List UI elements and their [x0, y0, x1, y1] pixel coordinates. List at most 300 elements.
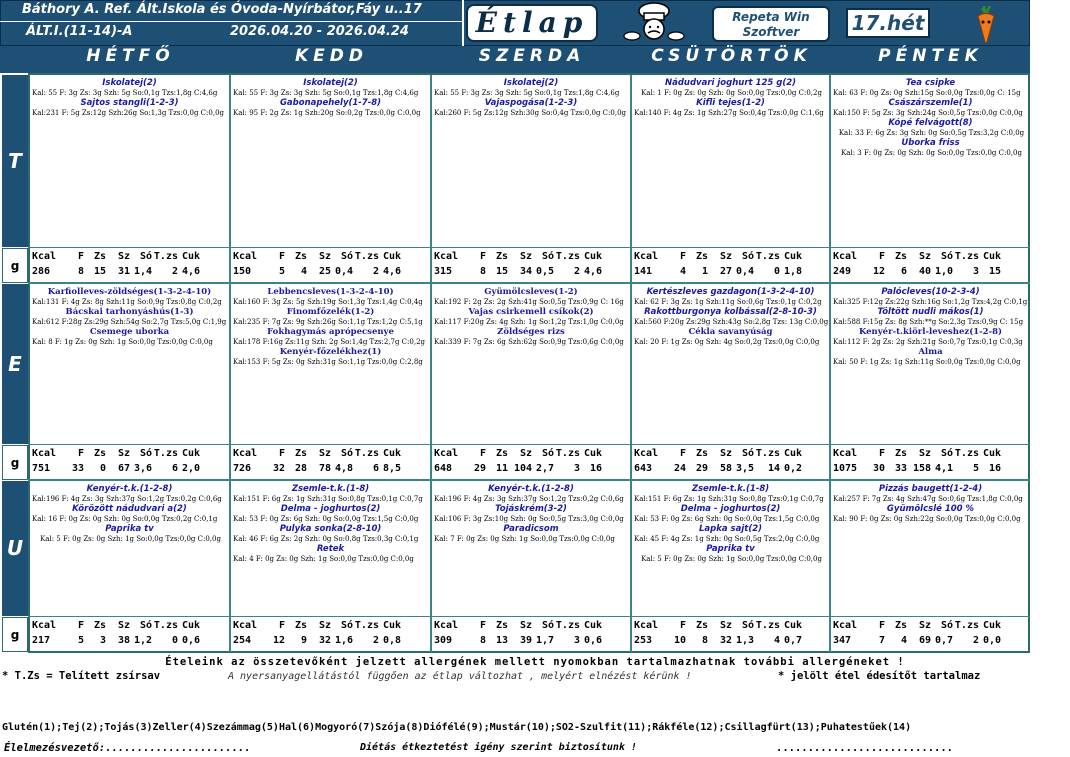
summary-header-label: Cuk: [382, 620, 401, 631]
nutrition-info: Kal: 55 F: 3g Zs: 3g Szh: 5g So:0,1g Tzs:1,8g C:4,6g: [32, 89, 218, 97]
summary-header-label: F: [77, 448, 84, 459]
nutrition-info: Kal:153 F: 5g Zs: 0g Szh:31g So:1,1g Tzs:0,0g C:2,8g: [233, 358, 423, 366]
nutrition-info: Kal: 33 F: 6g Zs: 3g Szh: 0g So:0,5g Tzs:3,2g C:0,0g: [838, 129, 1025, 137]
summary-value: 5: [278, 266, 285, 277]
summary-value: 253: [634, 635, 653, 646]
allergen-list: Glutén(1);Tej(2);Tojás(3)Zeller(4)Szezámmag(5)Hal(6)Mogyoró(7)Szója(8)Diófélé(9);Mustár(10);SO2-Szulfit(11);Rákféle(12);Csillagfürt(13);Puhatestűek(14): [2, 722, 912, 733]
summary-header-label: Zs: [495, 448, 508, 459]
day-header-1: KEDD: [294, 46, 368, 66]
menu-cell: [632, 481, 831, 616]
summary-value: 4,1: [934, 463, 953, 474]
summary-header: [632, 448, 829, 459]
dish-name: Vajaspogása(1-2-3): [484, 98, 578, 108]
summary-value: 648: [434, 463, 453, 474]
saturated-fat-note: * T.Zs = Telített zsírsav: [2, 670, 161, 682]
summary-header-label: Cuk: [783, 620, 802, 631]
dish-name: Császárszemle(1): [888, 98, 973, 108]
nutrition-summary: [831, 248, 1030, 283]
summary-value: 6: [372, 463, 379, 474]
summary-value: 3: [573, 635, 580, 646]
nutrition-info: Kal:260 F: 5g Zs:12g Szh:30g So:0,4g Tzs:0,0g C:0,0g: [434, 109, 627, 117]
summary-values: [831, 463, 1030, 474]
summary-value: 78: [318, 463, 331, 474]
summary-value: 1: [701, 266, 708, 277]
grams-unit-2: g: [2, 617, 28, 652]
summary-values: [30, 463, 229, 474]
nutrition-info: Kal:192 F: 2g Zs: 2g Szh:41g So:0,5g Tzs:0,9g C: 16g: [434, 298, 624, 306]
nutrition-summary: [231, 617, 432, 652]
summary-values: [432, 635, 630, 646]
dish-name: Lapka sajt(2): [698, 524, 763, 534]
summary-header-label: Kcal: [32, 448, 57, 459]
summary-header: [30, 620, 229, 631]
summary-header-label: Cuk: [982, 448, 1001, 459]
summary-header-label: Sz: [519, 251, 532, 262]
summary-value: 0,6: [181, 635, 200, 646]
summary-header-label: Sz: [918, 251, 931, 262]
summary-header-label: Zs: [93, 448, 106, 459]
menu-cell: [632, 75, 831, 247]
summary-header-label: Só: [940, 620, 953, 631]
summary-header-label: Só: [741, 620, 754, 631]
menu-cell: [231, 284, 432, 444]
nutrition-summary: [831, 445, 1030, 480]
nutrition-info: Kal:178 F:16g Zs:11g Szh: 2g So:1,4g Tzs:2,7g C:0,2g: [233, 338, 426, 346]
summary-value: 40: [918, 266, 931, 277]
nutrition-info: Kal: 8 F: 1g Zs: 0g Szh: 1g So:0,0g Tzs:0,0g C:0,0g: [32, 338, 213, 346]
summary-value: 150: [233, 266, 252, 277]
summary-header-label: F: [878, 448, 885, 459]
dish-name: Delma - joghurtos(2): [680, 504, 781, 514]
summary-value: 4,8: [334, 463, 353, 474]
summary-header-label: T.zs: [755, 448, 780, 459]
summary-value: 2: [573, 266, 580, 277]
summary-header-label: Zs: [495, 620, 508, 631]
dish-name: Zsemle-t.k.(1-8): [691, 484, 770, 494]
summary-header-label: T.zs: [354, 251, 379, 262]
dish-name: Uborka friss: [901, 138, 960, 148]
summary-value: 0,8: [382, 635, 401, 646]
menu-cell: [831, 75, 1030, 247]
dish-name: Retek: [316, 544, 345, 554]
summary-header-label: Sz: [318, 448, 331, 459]
date-range: 2026.04.20 - 2026.04.24: [230, 24, 409, 39]
summary-value: 3: [573, 463, 580, 474]
dish-name: Alma: [918, 347, 943, 357]
summary-value: 3: [972, 266, 979, 277]
summary-value: 249: [833, 266, 852, 277]
menu-cell: [432, 481, 632, 616]
summary-header-label: Zs: [294, 448, 307, 459]
dish-name: Karfiolleves-zöldséges(1-3-2-4-10): [47, 287, 212, 297]
summary-header-label: Kcal: [434, 251, 459, 262]
summary-header-label: Cuk: [783, 251, 802, 262]
summary-header-label: Kcal: [434, 620, 459, 631]
summary-value: 1,2: [133, 635, 152, 646]
menu-cell: [30, 75, 231, 247]
summary-header-label: Sz: [519, 620, 532, 631]
summary-value: 32: [318, 635, 331, 646]
summary-value: 3: [99, 635, 106, 646]
summary-header-label: T.zs: [555, 251, 580, 262]
summary-header-label: Só: [541, 448, 554, 459]
summary-value: 15: [988, 266, 1001, 277]
summary-value: 0,4: [735, 266, 754, 277]
summary-value: 6: [171, 463, 178, 474]
summary-value: 0,2: [783, 463, 802, 474]
summary-value: 3,5: [735, 463, 754, 474]
dish-name: Pulyka sonka(2-8-10): [279, 524, 382, 534]
summary-values: [231, 266, 430, 277]
summary-value: 0,7: [783, 635, 802, 646]
carrot-icon: [970, 2, 1002, 44]
menu-title: Étlap: [466, 4, 598, 42]
summary-value: 11: [495, 463, 508, 474]
dish-name: Paradicsom: [503, 524, 559, 534]
summary-value: 8: [479, 266, 486, 277]
summary-header-label: Só: [139, 251, 152, 262]
day-header-2: SZERDA: [478, 46, 586, 66]
summary-value: 643: [634, 463, 653, 474]
menu-cell: [432, 75, 632, 247]
summary-value: 9: [300, 635, 307, 646]
summary-header-label: Só: [940, 448, 953, 459]
summary-value: 32: [719, 635, 732, 646]
summary-header-label: Kcal: [233, 251, 258, 262]
class-label: ÁLT.I.(11-14)-A: [26, 24, 133, 39]
summary-header-label: Só: [340, 448, 353, 459]
summary-header-label: T.zs: [755, 620, 780, 631]
summary-header-label: Sz: [318, 620, 331, 631]
menu-cell: [231, 481, 432, 616]
summary-header: [30, 448, 229, 459]
nutrition-summary: [632, 248, 831, 283]
summary-value: 31: [117, 266, 130, 277]
summary-header-label: Só: [741, 448, 754, 459]
summary-header: [432, 620, 630, 631]
summary-header-label: Zs: [93, 251, 106, 262]
brand-box: [712, 6, 830, 42]
summary-header-label: Zs: [894, 251, 907, 262]
dish-name: Zsemle-t.k.(1-8): [291, 484, 370, 494]
summary-header-label: T.zs: [555, 448, 580, 459]
summary-header-label: Kcal: [634, 448, 659, 459]
nutrition-info: Kal: 53 F: 0g Zs: 6g Szh: 0g So:0,0g Tzs:1,5g C:0,0g: [634, 515, 820, 523]
dish-name: Kenyér-t.k.(1-2-8): [488, 484, 574, 494]
summary-value: 0,0: [982, 635, 1001, 646]
summary-value: 25: [318, 266, 331, 277]
nutrition-info: Kal: 4 F: 0g Zs: 0g Szh: 1g So:0,0g Tzs:0,0g C:0,0g: [233, 555, 414, 563]
summary-header-label: Cuk: [583, 620, 602, 631]
dish-name: Kópé felvágott(8): [888, 118, 973, 128]
summary-header-label: Sz: [117, 251, 130, 262]
nutrition-info: Kal:588 F:15g Zs: 8g Szh:**g So:2,3g Tzs:0,9g C: 15g: [833, 318, 1024, 326]
nutrition-info: Kal:257 F: 7g Zs: 4g Szh:47g So:0,6g Tzs:1,8g C:0,0g: [833, 495, 1023, 503]
nutrition-summary: [632, 617, 831, 652]
nutrition-info: Kal:196 F: 4g Zs: 3g Szh:37g So:1,2g Tzs:0,2g C:0,6g: [32, 495, 222, 503]
nutrition-summary: [432, 617, 632, 652]
summary-value: 29: [695, 463, 708, 474]
summary-value: 2: [972, 635, 979, 646]
nutrition-info: Kal:151 F: 6g Zs: 1g Szh:31g So:0,8g Tzs:0,1g C:0,7g: [634, 495, 824, 503]
summary-header-label: T.zs: [555, 620, 580, 631]
summary-header-label: Zs: [495, 251, 508, 262]
summary-value: 12: [272, 635, 285, 646]
nutrition-summary: [30, 445, 231, 480]
nutrition-info: Kal:131 F: 4g Zs: 8g Szh:11g So:0,9g Tzs:0,8g C:0,2g: [32, 298, 222, 306]
dish-name: Paprika tv: [706, 544, 755, 554]
summary-value: 34: [519, 266, 532, 277]
dish-name: Pizzás baugett(1-2-4): [878, 484, 983, 494]
summary-header-label: F: [77, 251, 84, 262]
summary-header-label: F: [278, 448, 285, 459]
nutrition-info: Kal: 46 F: 6g Zs: 2g Szh: 0g So:0,8g Tzs:0,3g C:0,1g: [233, 535, 419, 543]
summary-value: 2: [372, 266, 379, 277]
summary-header-label: Só: [541, 251, 554, 262]
summary-value: 0,7: [934, 635, 953, 646]
menu-cell: [632, 284, 831, 444]
summary-header-label: Kcal: [833, 620, 858, 631]
summary-value: 4: [679, 266, 686, 277]
summary-header-label: Kcal: [233, 448, 258, 459]
allergen-note: Ételeink az összetevőként jelzett allergének mellett nyomokban tartalmazhatnak további allergéneket !: [165, 656, 905, 668]
summary-header-label: F: [479, 448, 486, 459]
nutrition-info: Kal: 63 F: 0g Zs: 0g Szh:15g So:0,0g Tzs:0,0g C: 15g: [833, 89, 1021, 97]
summary-value: 30: [872, 463, 885, 474]
dish-name: Vajas csirkemell csíkok(2): [468, 307, 594, 317]
summary-header-label: Só: [340, 251, 353, 262]
summary-header: [231, 251, 430, 262]
summary-values: [231, 635, 430, 646]
summary-value: 12: [872, 266, 885, 277]
day-header-3: CSÜTÖRTÖK: [651, 46, 812, 66]
summary-value: 1,6: [334, 635, 353, 646]
dish-name: Iskolatej(2): [303, 78, 358, 88]
nutrition-info: Kal: 16 F: 0g Zs: 0g Szh: 0g So:0,0g Tzs:0,2g C:0,1g: [32, 515, 218, 523]
summary-header: [831, 448, 1030, 459]
summary-header-label: F: [479, 620, 486, 631]
dish-name: Palócleves(10-2-3-4): [881, 287, 980, 297]
summary-value: 0: [99, 463, 106, 474]
summary-header-label: T.zs: [153, 620, 178, 631]
summary-value: 2,7: [535, 463, 554, 474]
summary-value: 0: [773, 266, 780, 277]
dish-name: Kertészleves gazdagon(1-3-2-4-10): [646, 287, 815, 297]
nutrition-summary: [231, 445, 432, 480]
brand-subtitle: Szoftver: [742, 25, 800, 39]
dish-name: Paprika tv: [105, 524, 154, 534]
summary-header-label: Sz: [318, 251, 331, 262]
summary-header-label: Cuk: [181, 620, 200, 631]
summary-header-label: Kcal: [32, 620, 57, 631]
summary-header-label: Sz: [918, 620, 931, 631]
summary-value: 4,6: [583, 266, 602, 277]
dish-name: Sajtos stangli(1-2-3): [80, 98, 179, 108]
summary-values: [432, 266, 630, 277]
dish-name: Kifli tejes(1-2): [696, 98, 765, 108]
summary-value: 1075: [833, 463, 858, 474]
dish-name: Iskolatej(2): [102, 78, 157, 88]
summary-value: 13: [495, 635, 508, 646]
dish-name: Delma - joghurtos(2): [280, 504, 381, 514]
summary-header-label: Sz: [117, 448, 130, 459]
summary-value: 217: [32, 635, 51, 646]
dish-name: Finomfőzelék(1-2): [286, 307, 375, 317]
nutrition-info: Kal: 1 F: 0g Zs: 0g Szh: 0g So:0,0g Tzs:0,0g C:0,2g: [641, 89, 822, 97]
summary-header-label: Cuk: [982, 251, 1001, 262]
summary-value: 33: [71, 463, 84, 474]
header-divider: [0, 21, 462, 22]
nutrition-info: Kal: 5 F: 0g Zs: 0g Szh: 1g So:0,0g Tzs:0,0g C:0,0g: [641, 555, 822, 563]
summary-header-label: Sz: [117, 620, 130, 631]
dish-name: Iskolatej(2): [503, 78, 559, 88]
dish-name: Lebbencsleves(1-3-2-4-10): [267, 287, 394, 297]
nutrition-summary: [30, 248, 231, 283]
summary-value: 141: [634, 266, 653, 277]
nutrition-summary: [432, 248, 632, 283]
summary-header-label: F: [679, 620, 686, 631]
summary-header-label: Zs: [695, 620, 708, 631]
nutrition-info: Kal:339 F: 7g Zs: 6g Szh:62g So:0,9g Tzs:0,6g C:0,0g: [434, 338, 624, 346]
summary-value: 0: [171, 635, 178, 646]
header-vertical-divider: [462, 0, 464, 46]
summary-header-label: Cuk: [382, 251, 401, 262]
summary-header-label: F: [878, 251, 885, 262]
menu-cell: [831, 481, 1030, 616]
summary-value: 1,8: [783, 266, 802, 277]
summary-header-label: Só: [541, 620, 554, 631]
summary-value: 309: [434, 635, 453, 646]
summary-header-label: Cuk: [181, 448, 200, 459]
grams-unit-1: g: [2, 445, 28, 480]
sweetener-note: * jelölt étel édesítőt tartalmaz: [778, 670, 981, 682]
summary-value: 5: [972, 463, 979, 474]
nutrition-info: Kal:196 F: 4g Zs: 3g Szh:37g So:1,2g Tzs:0,2g C:0,6g: [434, 495, 624, 503]
nutrition-info: Kal:150 F: 5g Zs: 3g Szh:24g So:0,5g Tzs:0,0g C:0,0g: [833, 109, 1023, 117]
summary-header-label: T.zs: [153, 251, 178, 262]
summary-values: [632, 463, 829, 474]
nutrition-info: Kal:140 F: 4g Zs: 1g Szh:27g So:0,4g Tzs:0,0g C:1,6g: [634, 109, 824, 117]
summary-value: 2: [372, 635, 379, 646]
summary-value: 7: [878, 635, 885, 646]
summary-header-label: Só: [139, 620, 152, 631]
summary-header: [231, 448, 430, 459]
summary-header-label: Cuk: [783, 448, 802, 459]
nutrition-info: Kal: 55 F: 3g Zs: 3g Szh: 5g So:0,1g Tzs:1,8g C:4,6g: [233, 89, 419, 97]
nutrition-summary: [831, 617, 1030, 652]
summary-header-label: Kcal: [634, 620, 659, 631]
diet-note: Diétás étkeztetést igény szerint biztosítunk !: [360, 742, 637, 753]
summary-value: 16: [589, 463, 602, 474]
menu-cell: [30, 481, 231, 616]
nutrition-info: Kal:560 F:20g Zs:29g Szh:43g So:2,8g Tzs: 13g C:0,0g: [634, 318, 829, 326]
signature-line: ............................: [776, 742, 954, 754]
chef-icon: [622, 2, 686, 44]
dish-name: Tea csipke: [905, 78, 956, 88]
summary-header-label: Cuk: [982, 620, 1001, 631]
dish-name: Zöldséges rizs: [497, 327, 565, 337]
nutrition-info: Kal:612 F:28g Zs:29g Szh:54g So:2,7g Tzs:5,0g C:1,9g: [32, 318, 227, 326]
nutrition-info: Kal:160 F: 3g Zs: 5g Szh:19g So:1,3g Tzs:1,4g C:0,4g: [233, 298, 423, 306]
school-name: Báthory A. Ref. Ált.Iskola és Óvoda-Nyírbátor,Fáy u..17: [22, 2, 422, 17]
summary-values: [831, 635, 1030, 646]
summary-header-label: Sz: [719, 448, 732, 459]
menu-cell: [231, 75, 432, 247]
summary-value: 3,6: [133, 463, 152, 474]
summary-header-label: Só: [940, 251, 953, 262]
nutrition-info: Kal:112 F: 2g Zs: 2g Szh:21g So:0,7g Tzs:0,1g C:0,3g: [833, 338, 1023, 346]
summary-values: [432, 463, 630, 474]
day-header-4: PÉNTEK: [878, 46, 983, 66]
nutrition-info: Kal:231 F: 5g Zs:12g Szh:26g So:1,3g Tzs:0,0g C:0,0g: [32, 109, 225, 117]
nutrition-info: Kal:106 F: 3g Zs:10g Szh: 0g So:0,5g Tzs:3,0g C:0,0g: [434, 515, 624, 523]
dish-name: Cékla savanyúság: [688, 327, 773, 337]
summary-header: [632, 620, 829, 631]
summary-header: [831, 251, 1030, 262]
summary-header-label: Zs: [294, 620, 307, 631]
summary-value: 2,0: [181, 463, 200, 474]
summary-header: [432, 448, 630, 459]
nutrition-summary: [432, 445, 632, 480]
summary-value: 29: [473, 463, 486, 474]
dish-name: Kenyér-főzelékhez(1): [279, 347, 382, 357]
summary-value: 1,4: [133, 266, 152, 277]
summary-value: 4: [300, 266, 307, 277]
menu-cell: [30, 284, 231, 444]
summary-value: 104: [513, 463, 532, 474]
summary-header-label: Sz: [918, 448, 931, 459]
dish-name: Rakottburgonya kolbással(2-8-10-3): [644, 307, 817, 317]
summary-value: 1,7: [535, 635, 554, 646]
nutrition-info: Kal: 62 F: 3g Zs: 1g Szh:11g So:0,6g Tzs:0,1g C:0,2g: [634, 298, 822, 306]
summary-header-label: T.zs: [755, 251, 780, 262]
summary-value: 67: [117, 463, 130, 474]
summary-header-label: T.zs: [954, 448, 979, 459]
summary-header-label: Sz: [519, 448, 532, 459]
summary-value: 6: [900, 266, 907, 277]
dish-name: Nádudvari joghurt 125 g(2): [664, 78, 797, 88]
dish-name: Tojáskrém(3-2): [495, 504, 567, 514]
summary-value: 15: [495, 266, 508, 277]
dish-name: Gabonapehely(1-7-8): [279, 98, 382, 108]
summary-header-label: T.zs: [954, 251, 979, 262]
summary-header-label: Sz: [719, 251, 732, 262]
summary-value: 1,3: [735, 635, 754, 646]
nutrition-info: Kal: 7 F: 0g Zs: 0g Szh: 1g So:0,0g Tzs:0,0g C:0,0g: [434, 535, 615, 543]
summary-header-label: Só: [139, 448, 152, 459]
summary-header-label: Zs: [695, 251, 708, 262]
nutrition-info: Kal: 90 F: 0g Zs: 0g Szh:22g So:0,0g Tzs:0,0g C:0,0g: [833, 515, 1021, 523]
summary-value: 16: [988, 463, 1001, 474]
nutrition-info: Kal: 50 F: 1g Zs: 1g Szh:11g So:0,0g Tzs:0,0g C:0,0g: [833, 358, 1021, 366]
nutrition-info: Kal:151 F: 6g Zs: 1g Szh:31g So:0,8g Tzs:0,1g C:0,7g: [233, 495, 423, 503]
meal-letter-0: T: [2, 75, 28, 247]
summary-value: 751: [32, 463, 51, 474]
nutrition-info: Kal:117 F:20g Zs: 4g Szh: 1g So:1,2g Tzs:1,0g C:0,0g: [434, 318, 624, 326]
summary-header-label: Cuk: [583, 448, 602, 459]
summary-value: 0,6: [583, 635, 602, 646]
nutrition-summary: [632, 445, 831, 480]
nutrition-info: Kal: 55 F: 3g Zs: 3g Szh: 5g So:0,1g Tzs:1,8g C:4,6g: [434, 89, 620, 97]
summary-value: 2: [171, 266, 178, 277]
meal-letter-2: U: [2, 481, 28, 616]
summary-header-label: Só: [741, 251, 754, 262]
summary-header-label: F: [679, 251, 686, 262]
summary-header-label: T.zs: [954, 620, 979, 631]
summary-value: 10: [673, 635, 686, 646]
summary-header-label: Kcal: [233, 620, 258, 631]
summary-header-label: Zs: [894, 620, 907, 631]
